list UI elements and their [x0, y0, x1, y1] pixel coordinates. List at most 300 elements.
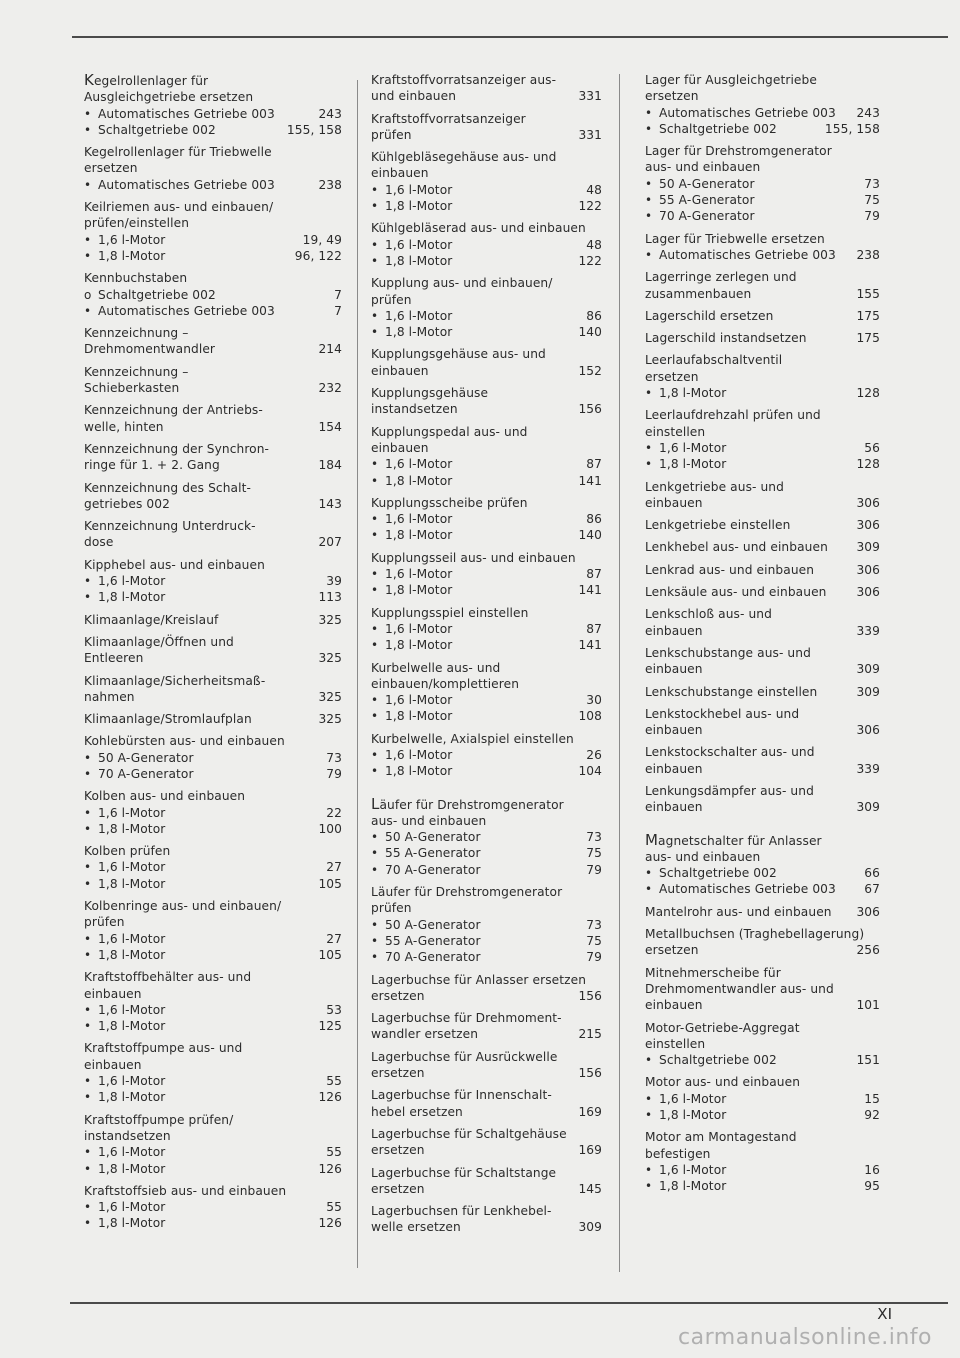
index-column-1 [84, 72, 342, 1238]
page-ref: 126 [318, 1216, 342, 1231]
page-ref: 325 [318, 689, 342, 704]
entry-title: prüfen [371, 292, 412, 307]
page-ref: 39 [326, 574, 342, 589]
sub-entry-label: 1,6 l-Motor [385, 457, 453, 472]
entry-title-line [371, 1049, 602, 1065]
sub-entry-label: 50 A-Generator [385, 917, 481, 932]
sub-entry [84, 287, 342, 303]
entry-title: einbauen [371, 363, 429, 378]
index-entry [84, 72, 342, 138]
index-entry [371, 149, 602, 214]
bullet-icon: • [371, 621, 379, 636]
sub-entry-label: 1,8 l-Motor [98, 1216, 166, 1231]
sub-entry [371, 637, 602, 653]
entry-title-line [645, 352, 880, 368]
entry-title-line [84, 72, 342, 89]
sub-entry [645, 247, 880, 263]
page-ref: 175 [856, 331, 880, 346]
sub-entry [371, 582, 602, 598]
sub-entry-label: Schaltgetriebe 002 [98, 122, 216, 137]
entry-title-line [84, 986, 342, 1002]
sub-entry [371, 829, 602, 845]
sub-entry-label: 70 A-Generator [385, 950, 481, 965]
sub-entry [84, 122, 342, 138]
watermark: carmanualsonline.info [678, 1325, 932, 1350]
entry-title: Kurbelwelle aus- und [371, 660, 501, 675]
entry-title: nahmen [84, 689, 135, 704]
entry-title-line [84, 534, 342, 550]
page-ref: 55 [326, 1200, 342, 1215]
sub-entry-label: 1,6 l-Motor [98, 931, 166, 946]
bullet-icon: • [84, 1161, 92, 1176]
page-ref: 15 [864, 1091, 880, 1106]
index-entry [84, 270, 342, 319]
index-entry [645, 684, 880, 700]
sub-entry-label: Automatisches Getriebe 003 [659, 882, 836, 897]
entry-title-line [645, 684, 880, 700]
entry-title-line [84, 711, 342, 727]
sub-entry [371, 253, 602, 269]
entry-title-line [84, 634, 342, 650]
index-entry [371, 275, 602, 340]
entry-title-line [371, 813, 602, 829]
page-ref: 156 [578, 402, 602, 417]
entry-title: Lenkrad aus- und einbauen [645, 562, 815, 577]
entry-title-line [84, 341, 342, 357]
page-ref: 87 [586, 621, 602, 636]
sub-entry [84, 573, 342, 589]
entry-title-line [84, 650, 342, 666]
sub-entry-label: 1,6 l-Motor [98, 232, 166, 247]
sub-entry [645, 881, 880, 897]
sub-entry-label: 1,6 l-Motor [98, 1002, 166, 1017]
sub-entry [84, 1018, 342, 1034]
entry-title: prüfen [84, 915, 125, 930]
entry-title: Kennzeichnung – [84, 326, 189, 341]
index-entry [84, 711, 342, 727]
entry-title-line [371, 1126, 602, 1142]
bullet-icon: • [645, 176, 653, 191]
sub-entry-label: 1,8 l-Motor [659, 386, 727, 401]
sub-entry-label: 1,8 l-Motor [98, 1090, 166, 1105]
index-entry [84, 733, 342, 782]
entry-title-line [645, 645, 880, 661]
sub-entry [371, 917, 602, 933]
entry-title-line [645, 88, 880, 104]
page-ref: 75 [864, 193, 880, 208]
entry-title: aus- und einbauen [371, 813, 487, 828]
entry-title-line [645, 1074, 880, 1090]
entry-title: Kupplung aus- und einbauen/ [371, 276, 553, 291]
bullet-icon: • [84, 232, 92, 247]
page-ref: 87 [586, 567, 602, 582]
bullet-icon: • [645, 105, 653, 120]
entry-title-line [645, 1036, 880, 1052]
entry-title: Läufer für Drehstromgenerator [371, 885, 563, 900]
page-ref: 306 [856, 904, 880, 919]
page-ref: 104 [578, 764, 602, 779]
entry-title-line [371, 1165, 602, 1181]
page-ref: 16 [864, 1162, 880, 1177]
entry-title-line [371, 605, 602, 621]
bullet-icon: • [84, 574, 92, 589]
bullet-icon: • [371, 253, 379, 268]
sub-entry-label: 1,8 l-Motor [385, 583, 453, 598]
entry-title: Kolbenringe aus- und einbauen/ [84, 899, 282, 914]
entry-title-line [84, 144, 342, 160]
entry-title: prüfen/einstellen [84, 216, 190, 231]
sub-entry [371, 692, 602, 708]
sub-entry-label: 70 A-Generator [659, 209, 755, 224]
sub-entry [84, 177, 342, 193]
entry-title: ersetzen [645, 369, 699, 384]
page-ref: 55 [326, 1145, 342, 1160]
page-ref: 143 [318, 496, 342, 511]
entry-title: Lenkhebel aus- und einbauen [645, 540, 828, 555]
entry-title-line [645, 308, 880, 324]
bullet-icon: • [371, 830, 379, 845]
page-ref: 48 [586, 182, 602, 197]
entry-title-line [84, 457, 342, 473]
entry-title: Lenkstockschalter aus- und [645, 745, 815, 760]
entry-title-line [84, 1112, 342, 1128]
page-ref: 306 [856, 495, 880, 510]
entry-title: Kraftstoffvorratsanzeiger [371, 111, 526, 126]
entry-title: Kupplungspedal aus- und [371, 424, 528, 439]
sub-entry-label: 1,8 l-Motor [385, 473, 453, 488]
entry-title: Lager für Ausgleichgetriebe [645, 73, 817, 87]
entry-title: Lenkschloß aus- und [645, 607, 772, 622]
sub-entry-label: 1,8 l-Motor [98, 1019, 166, 1034]
page-ref: 339 [856, 761, 880, 776]
index-entry [645, 1129, 880, 1194]
page-ref: 309 [856, 662, 880, 677]
page-ref: 309 [856, 800, 880, 815]
entry-title-line [371, 292, 602, 308]
entry-title-line [645, 744, 880, 760]
page-ref: 79 [586, 862, 602, 877]
bullet-icon: • [371, 473, 379, 488]
index-entry [645, 904, 880, 920]
bullet-icon: • [371, 583, 379, 598]
sub-entry-label: 50 A-Generator [98, 750, 194, 765]
index-entry [371, 220, 602, 269]
sub-entry [371, 845, 602, 861]
page-ref: 128 [856, 386, 880, 401]
entry-title-line [371, 363, 602, 379]
entry-title-line [371, 796, 602, 813]
entry-title: Kupplungsseil aus- und einbauen [371, 550, 576, 565]
index-entry [84, 969, 342, 1034]
bullet-icon: • [84, 931, 92, 946]
entry-title-line [371, 1219, 602, 1235]
entry-title-line [645, 495, 880, 511]
entry-title-line [645, 369, 880, 385]
entry-title-line [645, 661, 880, 677]
sub-entry [84, 303, 342, 319]
entry-title-line [84, 480, 342, 496]
sub-entry [84, 232, 342, 248]
page-ref: 73 [864, 176, 880, 191]
sub-entry [645, 105, 880, 121]
entry-title-line [371, 884, 602, 900]
entry-title-line [645, 562, 880, 578]
entry-title-line [371, 1026, 602, 1042]
index-entry [371, 1165, 602, 1198]
sub-entry-label: 1,6 l-Motor [98, 1074, 166, 1089]
entry-title-line [645, 761, 880, 777]
entry-title-line [371, 988, 602, 1004]
sub-entry [645, 1052, 880, 1068]
page-ref: 73 [586, 917, 602, 932]
entry-title-line [371, 900, 602, 916]
page-ref: 7 [334, 287, 342, 302]
entry-title: Kühlgebläserad aus- und einbauen [371, 221, 586, 236]
index-entry [371, 495, 602, 544]
entry-title: einstellen [645, 1036, 706, 1051]
entry-title-line [645, 539, 880, 555]
bullet-icon: • [84, 805, 92, 820]
sub-entry [84, 931, 342, 947]
sub-entry-label: 1,8 l-Motor [98, 947, 166, 962]
bullet-icon: • [645, 247, 653, 262]
sub-entry-label: Schaltgetriebe 002 [659, 121, 777, 136]
bullet-icon: • [645, 386, 653, 401]
index-entry [371, 1126, 602, 1159]
page-ref: 128 [856, 457, 880, 472]
page-ref: 309 [856, 684, 880, 699]
entry-title: Lagerbuchsen für Lenkhebel- [371, 1204, 552, 1219]
bullet-icon: • [371, 237, 379, 252]
entry-title-line [84, 1128, 342, 1144]
bullet-icon: • [645, 1162, 653, 1177]
index-entry [371, 72, 602, 105]
bullet-icon: • [84, 1216, 92, 1231]
entry-title-line [84, 325, 342, 341]
sub-entry-label: 1,8 l-Motor [98, 590, 166, 605]
bullet-icon: • [371, 325, 379, 340]
bullet-icon: • [645, 882, 653, 897]
entry-title: Kühlgebläsegehäuse aus- und [371, 150, 557, 165]
entry-title-line [371, 1010, 602, 1026]
index-entry [645, 645, 880, 678]
bullet-icon: • [645, 121, 653, 136]
entry-title-line [84, 969, 342, 985]
entry-title: Leerlaufabschaltventil [645, 353, 783, 368]
entry-title-line [84, 380, 342, 396]
entry-title-line [371, 385, 602, 401]
entry-title: ringe für 1. + 2. Gang [84, 458, 220, 473]
index-entry [645, 539, 880, 555]
entry-title: Motor-Getriebe-Aggregat [645, 1020, 800, 1035]
sub-entry-label: 1,8 l-Motor [659, 457, 727, 472]
entry-title-line [371, 88, 602, 104]
entry-title: Motor aus- und einbauen [645, 1075, 801, 1090]
entry-title: Drehmomentwandler aus- und [645, 981, 834, 996]
bullet-icon: • [84, 303, 92, 318]
page-ref: 309 [578, 1220, 602, 1235]
index-entry [84, 144, 342, 193]
bullet-icon: • [371, 693, 379, 708]
entry-title-line [645, 517, 880, 533]
bullet-icon: • [371, 709, 379, 724]
sub-entry [645, 865, 880, 881]
entry-title-line [371, 660, 602, 676]
sub-entry-label: Automatisches Getriebe 003 [98, 177, 275, 192]
entry-title: Kegelrollenlager für Triebwelle [84, 145, 272, 160]
bullet-icon: • [371, 933, 379, 948]
entry-title: einbauen [645, 761, 703, 776]
entry-title: befestigen [645, 1146, 711, 1161]
bullet-icon: • [645, 193, 653, 208]
entry-title: Kennzeichnung Unterdruck- [84, 519, 256, 534]
entry-title-line [645, 997, 880, 1013]
page-ref: 86 [586, 308, 602, 323]
entry-title: wandler ersetzen [371, 1027, 479, 1042]
entry-title: Lagerbuchse für Innenschalt- [371, 1088, 552, 1103]
entry-title: Lagerbuchse für Schaltstange [371, 1165, 557, 1180]
page-ref: 126 [318, 1161, 342, 1176]
bullet-icon: • [84, 1145, 92, 1160]
entry-title: welle ersetzen [371, 1220, 461, 1235]
bullet-icon: • [371, 950, 379, 965]
sub-entry-label: 1,6 l-Motor [98, 1145, 166, 1160]
page-ref: 141 [578, 638, 602, 653]
entry-title: einbauen/komplettieren [371, 676, 520, 691]
index-entry [84, 898, 342, 963]
page-ref: 100 [318, 821, 342, 836]
entry-title-line [645, 143, 880, 159]
entry-title: Lenkgetriebe einstellen [645, 518, 791, 533]
entry-title-line [84, 89, 342, 105]
bottom-rule [70, 1302, 948, 1304]
index-entry [645, 706, 880, 739]
sub-entry [371, 473, 602, 489]
entry-title-line [645, 407, 880, 423]
bullet-icon: • [84, 1002, 92, 1017]
bullet-icon: • [645, 440, 653, 455]
sub-entry [371, 456, 602, 472]
sub-entry-label: 1,6 l-Motor [98, 860, 166, 875]
entry-title: Klimaanlage/Stromlaufplan [84, 712, 252, 727]
index-entry [371, 385, 602, 418]
bullet-icon: • [645, 1053, 653, 1068]
entry-title: Lenkungsdämpfer aus- und [645, 783, 814, 798]
entry-title-line [84, 270, 342, 286]
sub-entry [645, 192, 880, 208]
sub-entry-label: 55 A-Generator [385, 846, 481, 861]
bullet-icon: • [84, 821, 92, 836]
entry-title: Kegelrollenlager für [84, 71, 209, 89]
sub-entry-label: 1,8 l-Motor [385, 253, 453, 268]
entry-title-line [84, 419, 342, 435]
sub-entry-label: 1,6 l-Motor [385, 182, 453, 197]
index-entry [645, 143, 880, 224]
entry-title: Kupplungsgehäuse [371, 386, 489, 401]
sub-entry [84, 589, 342, 605]
index-entry [84, 557, 342, 606]
sub-entry [84, 859, 342, 875]
sub-entry-label: Automatisches Getriebe 003 [659, 247, 836, 262]
page-ref: 101 [856, 998, 880, 1013]
page-ref: 30 [586, 693, 602, 708]
bullet-icon: • [371, 457, 379, 472]
page-ref: 169 [578, 1143, 602, 1158]
index-entry [84, 441, 342, 474]
page-ref: 331 [578, 127, 602, 142]
entry-title-line [84, 160, 342, 176]
page-ref: 155, 158 [824, 121, 880, 136]
bullet-icon: • [84, 947, 92, 962]
index-entry [645, 965, 880, 1014]
sub-entry-label: 1,8 l-Motor [385, 325, 453, 340]
page-ref: 75 [586, 846, 602, 861]
page-ref: 67 [864, 882, 880, 897]
page-ref: 309 [856, 540, 880, 555]
sub-entry [645, 1178, 880, 1194]
entry-title: Lenkschubstange einstellen [645, 684, 818, 699]
entry-title: Kennbuchstaben [84, 271, 188, 286]
page-ref: 325 [318, 612, 342, 627]
sub-entry [645, 440, 880, 456]
page-ref: 141 [578, 473, 602, 488]
entry-title: einbauen [645, 998, 703, 1013]
index-entry [84, 364, 342, 397]
entry-title: instandsetzen [84, 1128, 171, 1143]
bullet-icon: • [84, 248, 92, 263]
entry-title-line [371, 495, 602, 511]
page-ref: 256 [856, 943, 880, 958]
entry-title: aus- und einbauen [645, 849, 761, 864]
index-entry [84, 788, 342, 837]
entry-title-line [371, 72, 602, 88]
bullet-icon: • [84, 750, 92, 765]
page-ref: 306 [856, 585, 880, 600]
page-ref: 238 [856, 247, 880, 262]
entry-title: Lagerbuchse für Ausrückwelle [371, 1049, 558, 1064]
sub-entry [84, 750, 342, 766]
sub-entry [371, 862, 602, 878]
entry-title-line [645, 1020, 880, 1036]
index-entry [84, 402, 342, 435]
bullet-icon: • [645, 1091, 653, 1106]
index-entry [645, 479, 880, 512]
entry-title-line [645, 1146, 880, 1162]
sub-entry [84, 805, 342, 821]
page-ref: 56 [864, 440, 880, 455]
index-entry [371, 796, 602, 878]
page-ref: 105 [318, 947, 342, 962]
page-ref: 95 [864, 1179, 880, 1194]
entry-title: und einbauen [371, 89, 457, 104]
entry-title-line [84, 914, 342, 930]
index-entry [84, 1112, 342, 1177]
entry-title: Schieberkasten [84, 381, 180, 396]
page-ref: 175 [856, 308, 880, 323]
page-ref: 105 [318, 876, 342, 891]
page-ref: 19, 49 [302, 232, 342, 247]
index-entry [371, 972, 602, 1005]
bullet-icon: • [84, 106, 92, 121]
page-ref: 86 [586, 512, 602, 527]
entry-title: Klimaanlage/Sicherheitsmaß- [84, 673, 266, 688]
entry-title: Kohlebürsten aus- und einbauen [84, 734, 285, 749]
entry-title: einbauen [645, 723, 703, 738]
index-entry [84, 1183, 342, 1232]
sub-entry [371, 237, 602, 253]
entry-title-line [371, 275, 602, 291]
entry-title-line [371, 111, 602, 127]
